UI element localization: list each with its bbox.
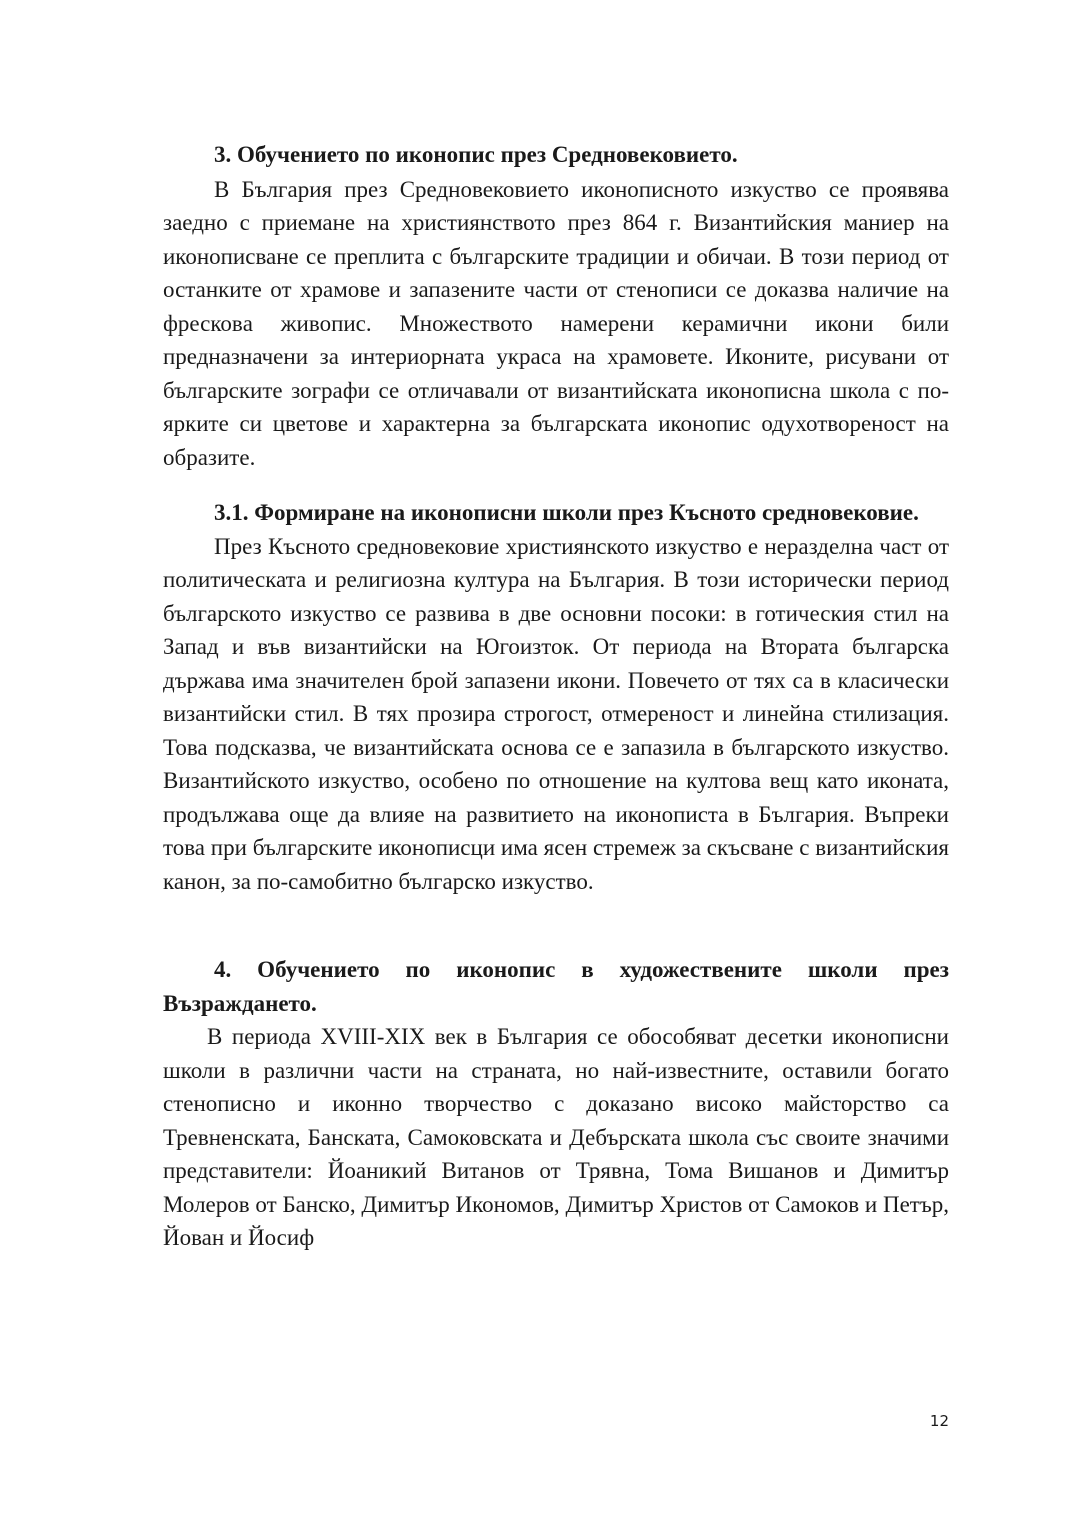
- section-paragraph-4: В периода XVIII-XIX век в България се обособяват десетки иконописни школи в различни части на страната, но най-известните, оставили богато стенописно и иконно творчество с доказано високо майсторство са Тревненската, Банската, Самоковската и Дебърската школа със своите значими представители: Йоаникий Витанов от Трявна, Тома Вишанов и Димитър Молеров от Банско, Димитър Икономов, Димитър Христов от Самоков и Петър, Йован и Йосиф: [163, 1024, 949, 1250]
- page-number: 12: [929, 1412, 949, 1430]
- section-heading-3-1: 3.1. Формиране на иконописни школи през Късното средновековие.: [214, 500, 919, 525]
- page-content: [163, 138, 949, 1255]
- section-heading-3: 3. Обучението по иконопис през Средновековието.: [214, 142, 738, 167]
- section-paragraph-3-1: През Късното средновековие християнското изкуство е неразделна част от политическата и религиозна култура на България. В този исторически период българското изкуство се развива в две основни посоки: в готическия стил на Запад и във византийски на Югоизток. От периода на Втората българска държава има значителен брой запазени икони. Повечето от тях са в класически византийски стил. В тях прозира строгост, отмереност и линейна стилизация. Това подсказва, че византийската основа се е запазила в българското изкуство. Византийското изкуство, особено по отношение на култова вещ като иконата, продължава още да влияе на развитието на иконописта в България. Въпреки това при българските иконописци има ясен стремеж за скъсване с византийския канон, за по-самобитно българско изкуство.: [163, 533, 949, 894]
- section-paragraph-3: В България през Средновековието иконописното изкуство се проявява заедно с приемане на християнството през 864 г. Византийския маниер на иконописване се преплита с българските традиции и обичаи. В този период от останките от храмове и запазените части от стенописи се доказва наличие на фресковa живопис. Множеството намерени керамични икони били предназначени за интериорната украса на храмовете. Иконите, рисувани от българските зографи се отличавали от византийската иконописна школа с по-ярките си цветове и характерна за българската иконопис одухотвореност на образите.: [163, 176, 949, 470]
- section-heading-4: 4. Обучението по иконопис в художествените школи през Възраждането.: [163, 957, 949, 1016]
